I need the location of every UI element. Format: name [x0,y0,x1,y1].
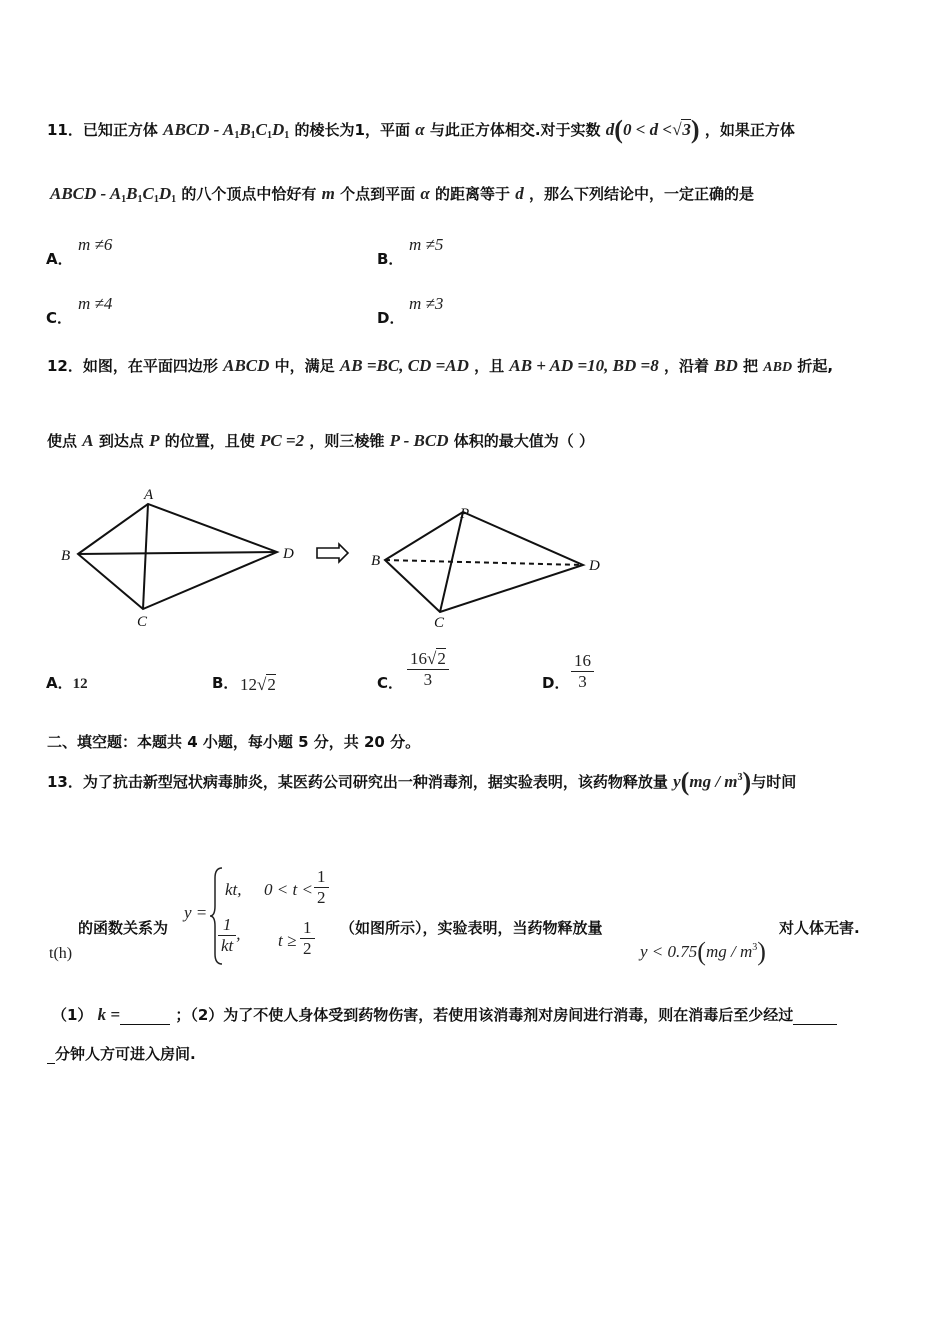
q13-y-equals: y = [184,903,208,922]
q13-inequality: $y < 0.75(mg / m^3)$ [640,937,766,966]
label-d-left: D [283,546,294,562]
q11-opt-b-label: B． [377,250,404,268]
q12-opt-c-expr: $\frac{16√2}{3}$ [407,649,449,690]
q11-opt-d-expr: m ≠3 [409,294,444,313]
q13-case1-half: $\frac{1}{2}$ [314,867,329,908]
left-diagonal-bd [78,552,277,554]
q13-case1-expr: kt, [225,880,242,899]
q12-opt-b-label: B． [212,674,239,692]
label-b-left: B [61,548,71,564]
q11-line2: ABCD - $A_1B_1C_1D_1$ 的八个顶点中恰好有 m 个点到平面 α 的距离等于 d ，那么下列结论中，一定正确的是 [50,184,754,205]
q13-last-line: 分钟人方可进入房间. [47,1043,196,1064]
q13-case1-cond: 0 < t < [264,880,313,899]
left-diagonal-ac [143,504,148,609]
q12-line1: 12．如图，在平面四边形 ABCD 中，满足 AB =BC, CD =AD ，且 AB + AD =10, BD =8 ，沿着 BD 把 ABD 折起, [47,356,834,375]
left-quadrilateral [78,504,277,609]
label-d-right: D [589,558,600,574]
q12-opt-d-expr: $\frac{16}{3}$ [571,651,594,692]
q11-opt-c-label: C． [46,309,73,327]
q13-blank-line: （1） k = ；（2）为了不使人身体受到药物伤害，若使用该消毒剂对房间进行消毒，则在消毒后至少经过 [52,1004,837,1025]
q11-opt-d-label: D． [377,309,405,327]
q11-opt-a-label: A． [46,250,73,268]
answer-blank-k[interactable] [120,1006,170,1025]
q13-harmless-text: 对人体无害. [779,919,860,937]
q12-figure [55,482,615,632]
q12-opt-d-label: D． [542,674,570,692]
q13-line1: 13．为了抗击新型冠状病毒肺炎，某医药公司研究出一种消毒剂，据实验表明，该药物释放量 $y(mg / m^3)$与时间 [47,767,797,796]
label-c-right: C [434,615,445,631]
q13-case2-expr: $\frac{1}{kt}$ , [218,915,241,956]
answer-blank-minutes[interactable] [793,1006,837,1025]
q13-case2-cond: t ≥ [278,931,297,950]
q13-case2-half: $\frac{1}{2}$ [300,918,315,959]
q13-relation-text: 的函数关系为 [78,919,169,937]
q12-opt-a: A．12 [46,674,88,692]
arrow-icon [317,544,348,562]
label-a: A [144,487,154,503]
q12-opt-b-expr: 12√2 [240,675,276,694]
q11-opt-c-expr: m ≠4 [78,294,113,313]
label-p: P [460,506,470,522]
q12-opt-c-label: C． [377,674,404,692]
q11-line1: 11．已知正方体 ABCD - $A_1B_1C_1D_1$ 的棱长为1，平面 α 与此正方体相交.对于实数 d(0 < d <√3) ，如果正方体 [47,115,795,144]
label-c-left: C [137,614,148,630]
q12-line2: 使点 A 到达点 P 的位置，且使 PC =2 ，则三棱锥 P - BCD 体积的最大值为（ ） [47,431,594,450]
section2-heading: 二、填空题：本题共 4 小题，每小题 5 分，共 20 分。 [47,733,421,751]
q11-opt-a-expr: m ≠6 [78,235,113,254]
label-b-right: B [371,553,381,569]
q13-condition-text: （如图所示），实验表明，当药物释放量 [340,919,603,937]
right-edge-bd-hidden [385,560,583,565]
q13-time-unit: t(h) [49,945,73,962]
q11-opt-b-expr: m ≠5 [409,235,444,254]
